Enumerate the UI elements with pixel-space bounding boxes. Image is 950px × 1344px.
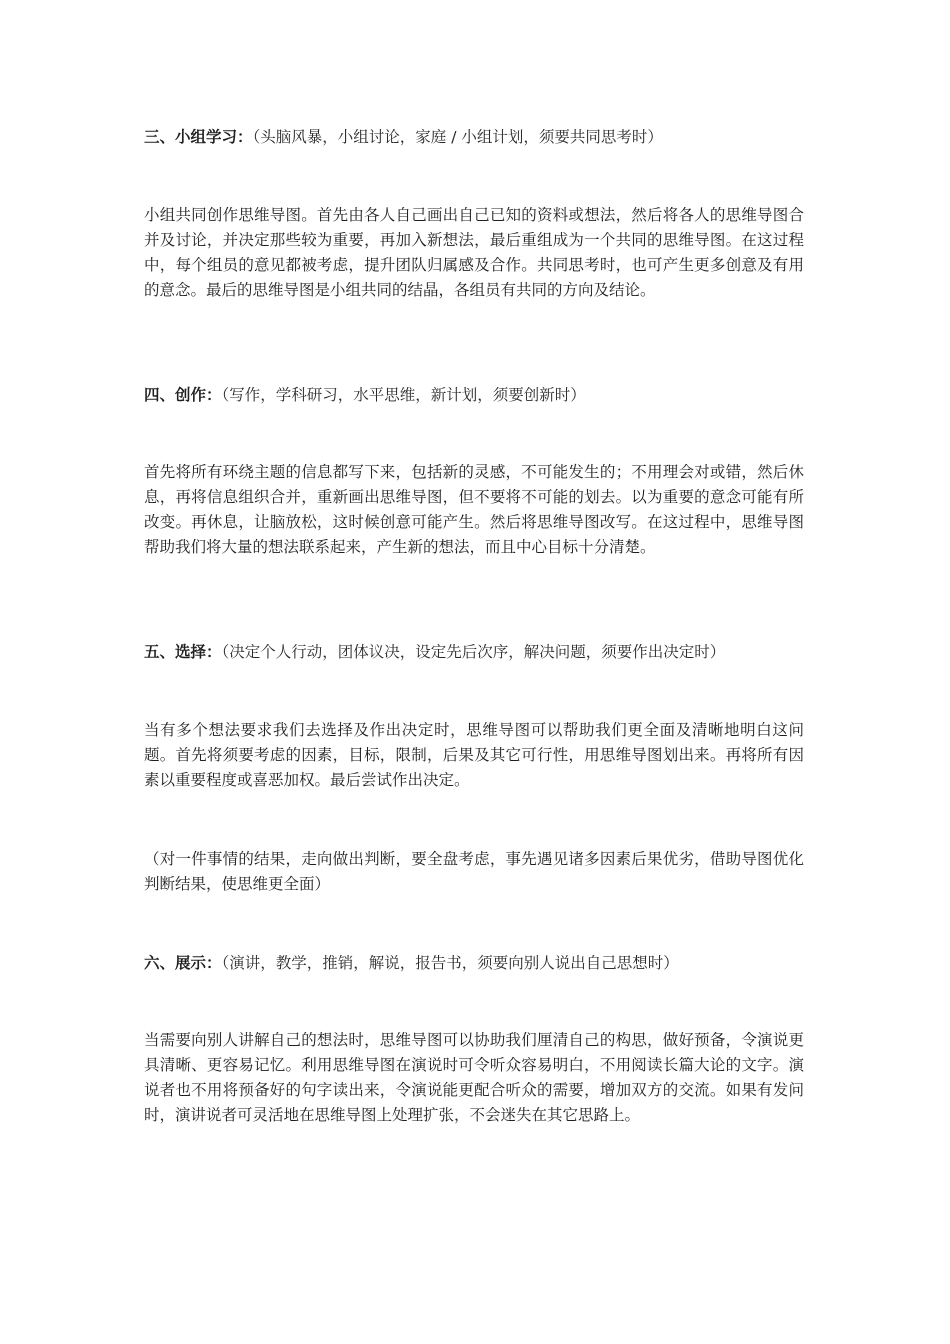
section-paragraph: 小组共同创作思维导图。首先由各人自己画出自己已知的资料或想法，然后将各人的思维导图合并及讨论，并决定那些较为重要，再加入新想法，最后重组成为一个共同的思维导图。在这过程中，每个组员的意见都被考虑，提升团队归属感及合作。共同思考时，也可产生更多创意及有用的意念。最后的思维导图是小组共同的结晶，各组员有共同的方向及结论。 [144, 206, 804, 299]
section-note: （决定个人行动，团体议决，设定先后次序，解决问题，须要作出决定时） [221, 643, 726, 661]
section-note: （头脑风暴，小组讨论，家庭 / 小组计划，须要共同思考时） [252, 128, 663, 146]
section-title: 三、小组学习： [144, 128, 253, 146]
section-heading-choice [144, 639, 814, 665]
section-title: 四、创作： [144, 386, 222, 404]
section-note: （演讲，教学，推销，解说，报告书，须要向别人说出自己思想时） [221, 954, 679, 972]
section-heading-presentation [144, 950, 814, 976]
section-paragraph: 首先将所有环绕主题的信息都写下来，包括新的灵感，不可能发生的；不用理会对或错，然后休息，再将信息组织合并，重新画出思维导图，但不要将不可能的划去。以为重要的意念可能有所改变。再休息，让脑放松，这时候创意可能产生。然后将思维导图改写。在这过程中，思维导图帮助我们将大量的想法联系起来，产生新的想法，而且中心目标十分清楚。 [144, 463, 804, 556]
section-title: 五、选择： [144, 643, 222, 661]
section-title: 六、展示： [144, 954, 222, 972]
section-paragraph: 当有多个想法要求我们去选择及作出决定时，思维导图可以帮助我们更全面及清晰地明白这问题。首先将须要考虑的因素，目标，限制，后果及其它可行性，用思维导图划出来。再将所有因素以重要程度或喜恶加权。最后尝试作出决定。 [144, 721, 804, 789]
section-heading-group-learning [144, 124, 814, 150]
section-heading-creation [144, 382, 814, 408]
section-note: （写作，学科研习，水平思维，新计划，须要创新时） [221, 386, 586, 404]
section-paragraph: 当需要向别人讲解自己的想法时，思维导图可以协助我们厘清自己的构思，做好预备，令演说更具清晰、更容易记忆。利用思维导图在演说时可令听众容易明白，不用阅读长篇大论的文字。演说者也不用将预备好的句字读出来，令演说能更配合听众的需要，增加双方的交流。如果有发问时，演讲说者可灵活地在思维导图上处理扩张，不会迷失在其它思路上。 [144, 1031, 804, 1124]
section-paragraph-note: （对一件事情的结果，走向做出判断，要全盘考虑，事先遇见诸多因素后果优劣，借助导图优化判断结果，使思维更全面） [144, 850, 804, 893]
